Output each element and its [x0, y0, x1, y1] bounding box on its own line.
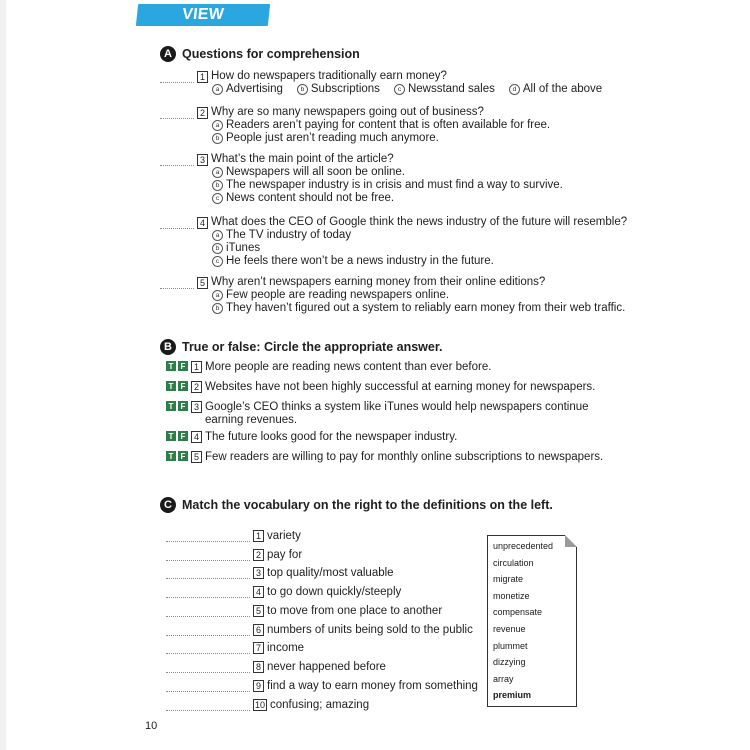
- option-letter: b: [212, 303, 223, 314]
- definition-row-7: [166, 641, 304, 655]
- true-false-item-5: [166, 451, 606, 464]
- true-box[interactable]: T: [166, 401, 176, 411]
- option-text: Subscriptions: [310, 83, 380, 95]
- definition-text: confusing; amazing: [270, 699, 370, 711]
- vocab-word: premium: [493, 690, 532, 701]
- true-box[interactable]: T: [166, 361, 176, 371]
- definition-row-6: [166, 623, 473, 637]
- section-b-title: True or false: Circle the appropriate answer.: [182, 340, 443, 354]
- option-c: [212, 192, 620, 205]
- question-text: Why are so many newspapers going out of business?: [211, 106, 484, 118]
- option-letter: c: [394, 84, 405, 95]
- definition-text: income: [267, 642, 305, 654]
- definition-row-8: [166, 660, 386, 674]
- item-number: 5: [191, 451, 202, 463]
- option-a: [212, 119, 620, 132]
- true-false-item-1: [166, 361, 606, 374]
- option-letter: b: [212, 180, 223, 191]
- question-number: 3: [197, 154, 208, 166]
- definition-number: 2: [253, 549, 264, 561]
- definition-number: 6: [253, 624, 264, 636]
- vocab-word: dizzying: [493, 657, 526, 668]
- vocab-word: migrate: [493, 574, 524, 585]
- item-number: 1: [191, 361, 202, 373]
- answer-blank[interactable]: [166, 680, 250, 692]
- true-box[interactable]: T: [166, 451, 176, 461]
- option-text: News content should not be free.: [226, 192, 395, 204]
- option-text: He feels there won’t be a news industry in the future.: [226, 255, 494, 267]
- definition-text: find a way to earn money from something: [267, 680, 478, 692]
- question-text: What does the CEO of Google think the news industry of the future will resemble?: [211, 216, 628, 228]
- option-text: The newspaper industry is in crisis and must find a way to survive.: [226, 179, 563, 191]
- definition-row-5: [166, 604, 442, 618]
- definition-row-3: [166, 566, 394, 580]
- question-text: How do newspapers traditionally earn money?: [211, 70, 447, 82]
- answer-blank[interactable]: [166, 586, 250, 598]
- option-a: [212, 289, 630, 302]
- definition-number: 1: [253, 530, 264, 542]
- definition-text: top quality/most valuable: [267, 567, 394, 579]
- answer-blank[interactable]: [160, 108, 194, 119]
- true-false-item-2: [166, 381, 606, 394]
- question-number: 4: [197, 217, 208, 229]
- answer-blank[interactable]: [166, 699, 250, 711]
- option-letter: b: [212, 243, 223, 254]
- definition-number: 7: [253, 642, 264, 654]
- vocab-word: monetize: [493, 590, 530, 601]
- definition-text: never happened before: [267, 661, 386, 673]
- option-letter: d: [509, 84, 520, 95]
- definition-text: numbers of units being sold to the public: [267, 624, 473, 636]
- false-box[interactable]: F: [178, 431, 188, 441]
- answer-blank[interactable]: [166, 661, 250, 673]
- option-a: [212, 229, 630, 242]
- page-edge: [0, 0, 6, 750]
- section-a-title: Questions for comprehension: [182, 47, 360, 61]
- item-number: 4: [191, 431, 202, 443]
- definition-text: to go down quickly/steeply: [267, 586, 402, 598]
- question-4: [160, 216, 630, 268]
- option-letter: a: [212, 230, 223, 241]
- answer-blank[interactable]: [166, 605, 250, 617]
- answer-blank[interactable]: [160, 155, 194, 166]
- option-letter: b: [297, 84, 308, 95]
- answer-blank[interactable]: [166, 567, 250, 579]
- option-a: [212, 83, 283, 96]
- statement-text: Google’s CEO thinks a system like iTunes would help newspapers continue earning revenues.: [205, 401, 589, 426]
- section-a-heading: [160, 46, 360, 62]
- vocab-word: plummet: [493, 640, 528, 651]
- definition-row-4: [166, 585, 401, 599]
- section-c-title: Match the vocabulary on the right to the definitions on the left.: [182, 498, 553, 512]
- vocabulary-word-box: [487, 535, 577, 707]
- answer-blank[interactable]: [166, 642, 250, 654]
- definition-row-9: [166, 679, 478, 693]
- option-letter: a: [212, 84, 223, 95]
- option-text: People just aren’t reading much anymore.: [226, 132, 439, 144]
- view-exercises-banner: VIEW EXERCISES: [136, 4, 270, 26]
- question-number: 2: [197, 107, 208, 119]
- definition-number: 10: [254, 700, 265, 710]
- option-b: [212, 302, 630, 315]
- true-box[interactable]: T: [166, 381, 176, 391]
- option-d: [509, 83, 602, 96]
- definition-row-10: [166, 698, 369, 712]
- answer-blank[interactable]: [166, 549, 250, 561]
- question-text: Why aren’t newspapers earning money from their online editions?: [211, 276, 546, 288]
- option-text: Newspapers will all soon be online.: [226, 166, 405, 178]
- option-text: All of the above: [522, 83, 603, 95]
- vocab-word: circulation: [493, 557, 534, 568]
- vocab-word: array: [493, 673, 514, 684]
- definition-text: to move from one place to another: [267, 605, 443, 617]
- section-c-heading: [160, 497, 553, 513]
- vocab-word: revenue: [493, 623, 526, 634]
- true-box[interactable]: T: [166, 431, 176, 441]
- answer-blank[interactable]: [160, 218, 194, 229]
- option-text: Newsstand sales: [407, 83, 495, 95]
- vocab-word: compensate: [493, 607, 543, 618]
- option-b: [212, 132, 620, 145]
- option-letter: a: [212, 120, 223, 131]
- statement-text: Websites have not been highly successful at earning money for newspapers.: [205, 381, 596, 393]
- vocab-word: unprecedented: [493, 541, 554, 551]
- false-box[interactable]: F: [178, 361, 188, 371]
- definition-number: 9: [253, 680, 264, 692]
- option-letter: a: [212, 167, 223, 178]
- definition-number: 5: [253, 605, 264, 617]
- true-false-item-4: [166, 431, 606, 444]
- folded-corner-icon: [565, 535, 577, 547]
- question-text: What’s the main point of the article?: [211, 153, 394, 165]
- option-a: [212, 166, 620, 179]
- answer-blank[interactable]: [160, 72, 194, 83]
- definition-row-1: [166, 529, 301, 543]
- option-letter: b: [212, 133, 223, 144]
- option-c: [212, 255, 630, 268]
- option-text: Advertising: [226, 83, 283, 95]
- option-b: [297, 83, 380, 96]
- option-b: [212, 242, 630, 255]
- option-letter: c: [212, 256, 223, 267]
- option-b: [212, 179, 620, 192]
- answer-blank[interactable]: [160, 278, 194, 289]
- statement-text: Few readers are willing to pay for monthly online subscriptions to newspapers.: [205, 451, 604, 463]
- question-number: 1: [197, 71, 208, 83]
- question-number: 5: [197, 277, 208, 289]
- question-2: [160, 106, 620, 145]
- option-text: The TV industry of today: [226, 229, 352, 241]
- section-c-badge: C: [160, 497, 176, 513]
- answer-blank[interactable]: [166, 624, 250, 636]
- definition-number: 3: [253, 567, 264, 579]
- question-3: [160, 153, 620, 205]
- question-1: [160, 70, 620, 96]
- false-box[interactable]: F: [178, 381, 188, 391]
- definition-number: 4: [253, 586, 264, 598]
- section-b-badge: B: [160, 339, 176, 355]
- option-text: Readers aren’t paying for content that is often available for free.: [226, 119, 551, 131]
- section-a-badge: A: [160, 46, 176, 62]
- answer-blank[interactable]: [166, 530, 250, 542]
- statement-text: More people are reading news content than ever before.: [205, 361, 492, 373]
- statement-text: The future looks good for the newspaper industry.: [205, 431, 458, 443]
- option-letter: c: [212, 193, 223, 204]
- option-text: They haven’t figured out a system to reliably earn money from their web traffic.: [226, 302, 626, 314]
- item-number: 3: [191, 401, 202, 413]
- definition-text: pay for: [267, 549, 303, 561]
- question-5: [160, 276, 630, 315]
- item-number: 2: [191, 381, 202, 393]
- definition-row-2: [166, 548, 302, 562]
- option-letter: a: [212, 290, 223, 301]
- option-text: iTunes: [226, 242, 261, 254]
- false-box[interactable]: F: [178, 451, 188, 461]
- false-box[interactable]: F: [178, 401, 188, 411]
- true-false-item-3: [166, 401, 606, 427]
- definition-text: variety: [267, 530, 301, 542]
- section-b-heading: [160, 339, 443, 355]
- page-number: 10: [145, 720, 158, 732]
- option-text: Few people are reading newspapers online.: [226, 289, 450, 301]
- option-c: [394, 83, 495, 96]
- definition-number: 8: [253, 661, 264, 673]
